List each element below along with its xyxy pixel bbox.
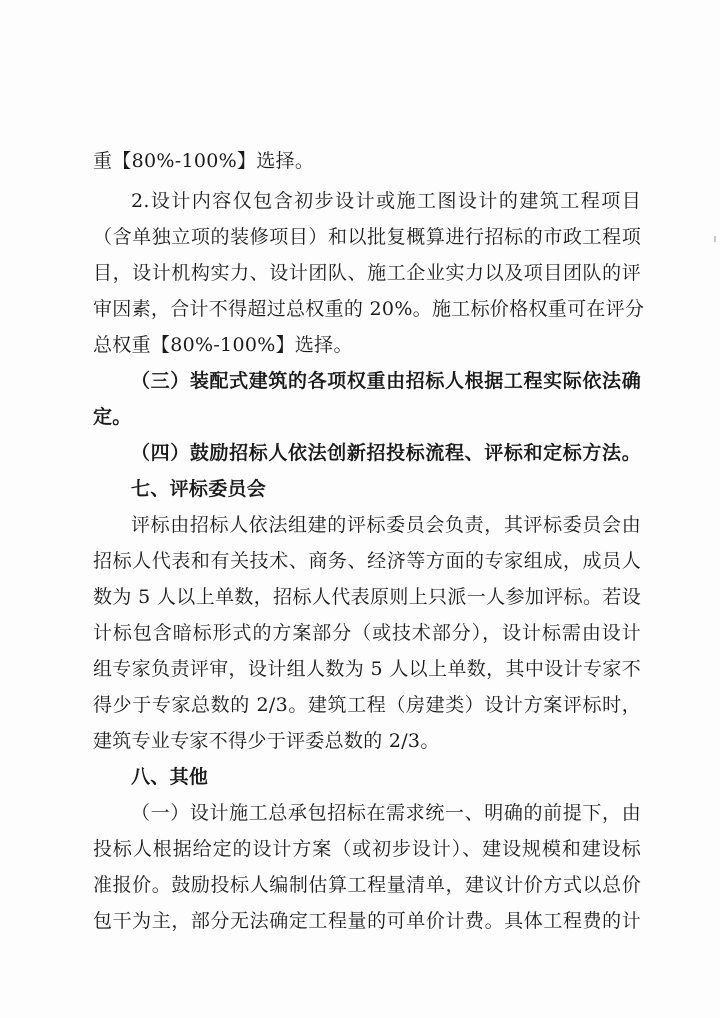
section-heading: 七、评标委员会 <box>131 478 267 500</box>
paragraph-line: 准报价。鼓励投标人编制估算工程量清单，建议计价方式以总价 <box>93 874 641 896</box>
scan-mark <box>714 236 716 242</box>
section-heading: 八、其他 <box>131 766 209 788</box>
paragraph-line: 建筑专业专家不得少于评委总数的 2/3。 <box>93 730 440 752</box>
paragraph-line: 审因素，合计不得超过总权重的 20%。施工标价格权重可在评分 <box>93 298 645 320</box>
paragraph-line: 组专家负责评审，设计组人数为 5 人以上单数，其中设计专家不 <box>93 658 641 680</box>
paragraph-line: （含单独立项的装修项目）和以批复概算进行招标的市政工程项 <box>93 226 641 248</box>
paragraph-line: 定。 <box>93 406 132 428</box>
paragraph-line: 数为 5 人以上单数，招标人代表原则上只派一人参加评标。若设 <box>93 586 641 608</box>
paragraph-line: 计标包含暗标形式的方案部分（或技术部分），设计标需由设计 <box>93 622 641 644</box>
paragraph-line: 目，设计机构实力、设计团队、施工企业实力以及项目团队的评 <box>93 262 641 284</box>
paragraph-line: 总权重【80%-100%】选择。 <box>93 334 353 356</box>
paragraph-line: 招标人代表和有关技术、商务、经济等方面的专家组成，成员人 <box>93 550 641 572</box>
paragraph-line: （四）鼓励招标人依法创新招投标流程、评标和定标方法。 <box>131 442 641 464</box>
paragraph-line: 得少于专家总数的 2/3。建筑工程（房建类）设计方案评标时， <box>93 694 641 716</box>
paragraph-line: 2.设计内容仅包含初步设计或施工图设计的建筑工程项目 <box>131 190 641 212</box>
paragraph-line: （一）设计施工总承包招标在需求统一、明确的前提下，由 <box>131 802 641 824</box>
paragraph-line: 投标人根据给定的设计方案（或初步设计）、建设规模和建设标 <box>93 838 641 860</box>
paragraph-line: 评标由招标人依法组建的评标委员会负责，其评标委员会由 <box>131 514 641 536</box>
paragraph-line: （三）装配式建筑的各项权重由招标人根据工程实际依法确 <box>131 370 641 392</box>
paragraph-line: 包干为主，部分无法确定工程量的可单价计费。具体工程费的计 <box>93 910 641 932</box>
paragraph-line: 重【80%-100%】选择。 <box>93 150 315 172</box>
